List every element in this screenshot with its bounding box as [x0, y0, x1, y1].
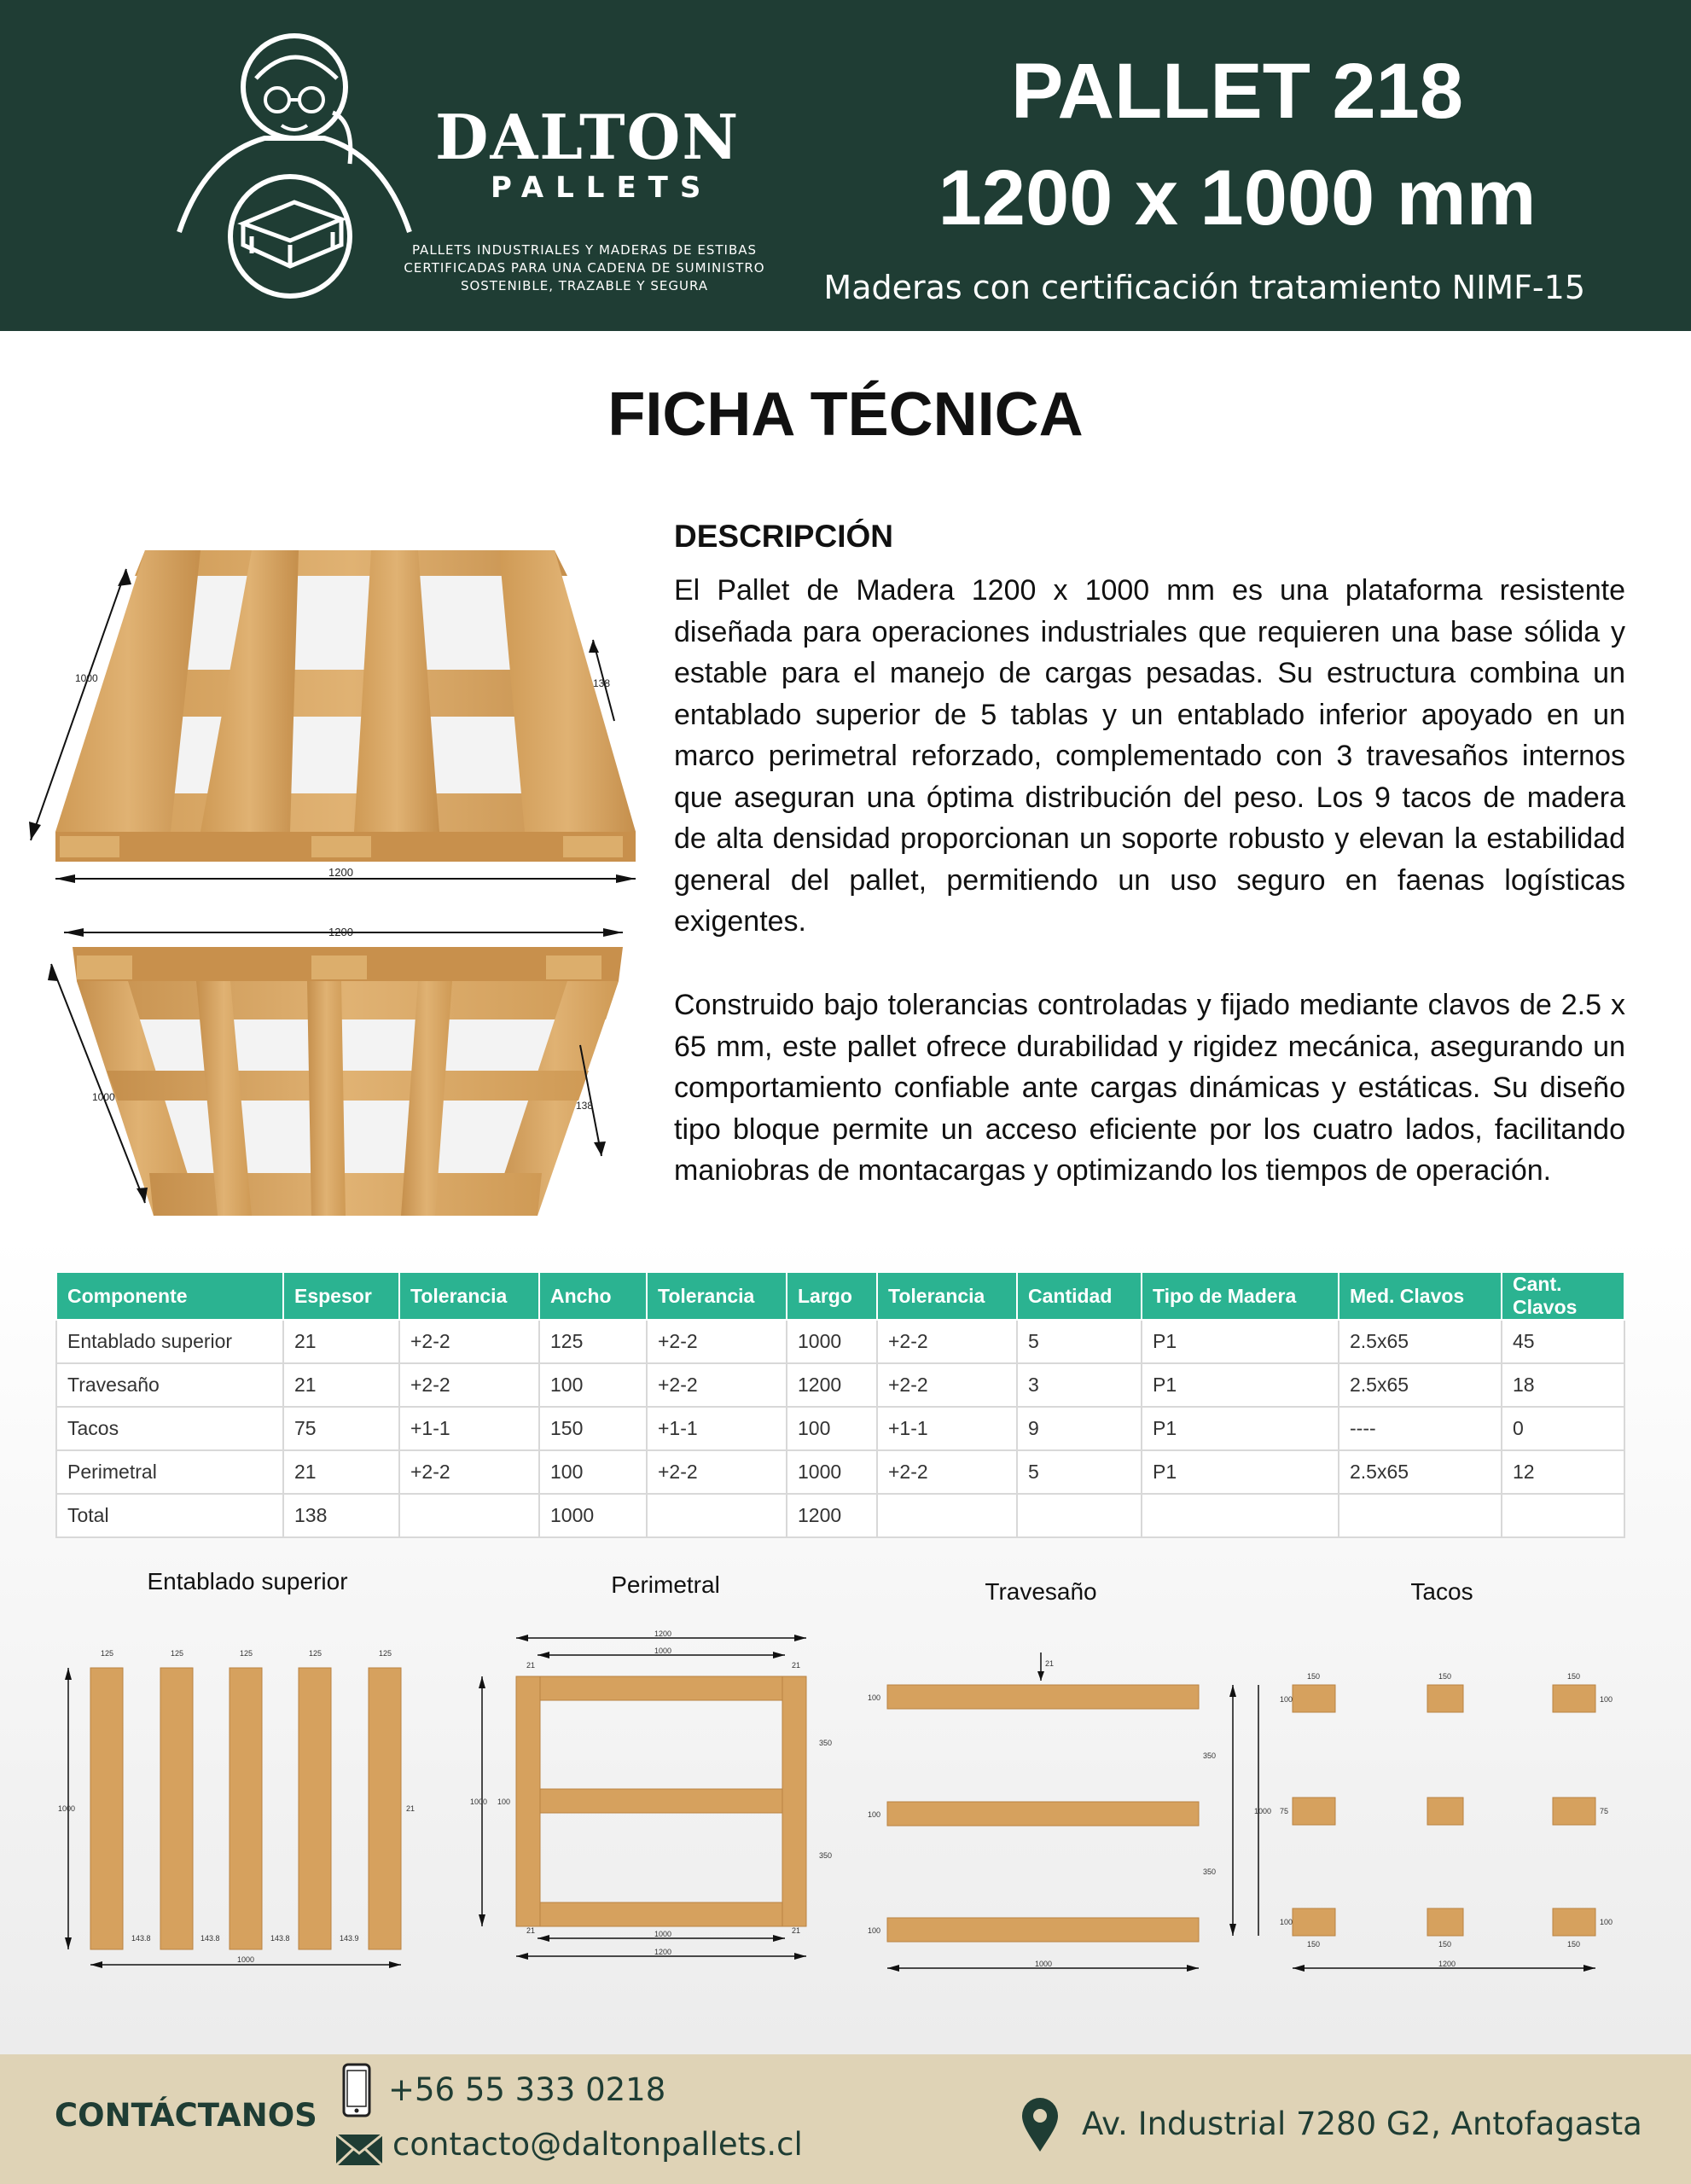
column-header: Cantidad [1017, 1272, 1142, 1320]
table-cell: 1200 [787, 1363, 877, 1407]
table-cell: 75 [283, 1407, 399, 1450]
travesano-drawing [857, 1651, 1233, 1979]
column-header: Componente [56, 1272, 283, 1320]
table-cell: 18 [1502, 1363, 1624, 1407]
width-label: 100 [868, 1810, 881, 1819]
table-cell: 150 [539, 1407, 647, 1450]
table-cell: P1 [1142, 1320, 1339, 1363]
table-cell [647, 1494, 787, 1537]
height-label: 1000 [470, 1798, 488, 1806]
table-cell: 9 [1017, 1407, 1142, 1450]
height-label: 1000 [1254, 1807, 1272, 1815]
inner-length-label: 1000 [654, 1647, 672, 1655]
column-header: Cant. Clavos [1502, 1272, 1624, 1320]
outer-length-label: 1200 [654, 1948, 672, 1956]
mail-icon [334, 2133, 384, 2167]
table-cell: +2-2 [399, 1320, 539, 1363]
location-pin-icon [1020, 2097, 1060, 2153]
gap-label: 143.8 [270, 1934, 290, 1943]
table-cell: 1000 [787, 1320, 877, 1363]
inner-length-label: 1000 [654, 1930, 672, 1938]
board-width-label: 125 [240, 1649, 253, 1658]
table-cell [399, 1494, 539, 1537]
table-cell: +2-2 [877, 1320, 1017, 1363]
table-cell [1502, 1494, 1624, 1537]
span-label: 350 [1203, 1867, 1217, 1876]
side-thickness-label: 21 [526, 1661, 536, 1670]
column-header: Tolerancia [877, 1272, 1017, 1320]
table-cell: 12 [1502, 1450, 1624, 1494]
length-label: 1200 [1438, 1960, 1456, 1968]
span-label: 350 [819, 1851, 833, 1860]
entablado-drawing [51, 1642, 427, 1979]
table-cell: 21 [283, 1450, 399, 1494]
product-dimensions: 1200 x 1000 mm [938, 154, 1537, 241]
table-cell: +1-1 [647, 1407, 787, 1450]
table-cell: Total [56, 1494, 283, 1537]
table-cell: +2-2 [399, 1450, 539, 1494]
board-thickness-label: 21 [406, 1804, 415, 1813]
gap-label: 143.9 [340, 1934, 359, 1943]
taco-depth-label: 100 [1600, 1918, 1613, 1926]
table-row [56, 1450, 1624, 1494]
board-width-label: 125 [379, 1649, 392, 1658]
taco-width-label: 150 [1307, 1940, 1321, 1949]
taco-depth-label: 100 [1280, 1695, 1293, 1704]
outer-length-label: 1200 [654, 1629, 672, 1638]
span-label: 350 [819, 1739, 833, 1747]
table-cell: 21 [283, 1320, 399, 1363]
table-cell: 2.5x65 [1339, 1320, 1502, 1363]
side-thickness-label: 21 [792, 1926, 801, 1935]
brand-tagline: PALLETS INDUSTRIALES Y MADERAS DE ESTIBAS CERTIFICADAS PARA UNA CADENA DE SUMINISTRO SOSTENIBLE, TRAZABLE Y SEGURA [404, 242, 765, 293]
table-cell: +2-2 [647, 1363, 787, 1407]
taco-thickness-label: 75 [1600, 1807, 1609, 1815]
gap-label: 143.8 [200, 1934, 220, 1943]
table-row [56, 1494, 1624, 1537]
table-cell: 100 [539, 1363, 647, 1407]
pallet-top-length-label: 1200 [328, 866, 353, 879]
board-width-label: 125 [309, 1649, 323, 1658]
table-cell: +2-2 [877, 1450, 1017, 1494]
taco-width-label: 150 [1307, 1672, 1321, 1681]
table-cell: P1 [1142, 1363, 1339, 1407]
width-label: 100 [868, 1693, 881, 1702]
table-cell: P1 [1142, 1450, 1339, 1494]
tacos-drawing [1220, 1664, 1621, 1979]
gap-label: 143.8 [131, 1934, 151, 1943]
taco-width-label: 150 [1438, 1672, 1452, 1681]
taco-width-label: 150 [1438, 1940, 1452, 1949]
table-cell: 100 [539, 1450, 647, 1494]
total-width-label: 1000 [237, 1955, 255, 1964]
table-cell: 125 [539, 1320, 647, 1363]
table-cell: +2-2 [647, 1320, 787, 1363]
table-cell [1339, 1494, 1502, 1537]
description-heading: DESCRIPCIÓN [674, 519, 893, 554]
brand-subtitle: PALLETS [491, 171, 713, 205]
description-paragraph: Construido bajo tolerancias controladas y fijado mediante clavos de 2.5 x 65 mm, este pallet ofrece durabilidad y rigidez mecánica, asegurando un comportamiento confiable ante cargas dinámicas y estáticas. Su diseño tipo bloque permite un acceso eficiente por los cuatro lados, facilitando maniobras de montacargas y optimizando los tiempos de operación. [674, 989, 1625, 1187]
pallet-bottom-height-label: 138 [576, 1100, 594, 1112]
length-label: 1000 [1035, 1960, 1053, 1968]
table-cell: Perimetral [56, 1450, 283, 1494]
member-width-label: 100 [497, 1798, 511, 1806]
taco-width-label: 150 [1567, 1940, 1581, 1949]
table-row [56, 1363, 1624, 1407]
taco-depth-label: 100 [1280, 1918, 1293, 1926]
column-header: Largo [787, 1272, 877, 1320]
certification-subtitle: Maderas con certificación tratamiento NIMF-15 [823, 269, 1585, 306]
table-cell [1142, 1494, 1339, 1537]
span-label: 350 [1203, 1751, 1217, 1760]
board-width-label: 125 [171, 1649, 184, 1658]
pallet-bottom-length-label: 1200 [328, 926, 353, 938]
table-cell: +1-1 [399, 1407, 539, 1450]
table-cell: Travesaño [56, 1363, 283, 1407]
table-cell: +1-1 [877, 1407, 1017, 1450]
table-cell: 0 [1502, 1407, 1624, 1450]
table-cell: Tacos [56, 1407, 283, 1450]
table-cell: ---- [1339, 1407, 1502, 1450]
taco-depth-label: 100 [1600, 1695, 1613, 1704]
description-paragraph: El Pallet de Madera 1200 x 1000 mm es una plataforma resistente diseñada para operaciones industriales que requieren una base sólida y estable para el manejo de cargas pesadas. Su estructura combina un entablado superior de 5 tablas y un entablado inferior apoyado en un marco perimetral reforzado, complementado con 3 travesaños internos que aseguran una óptima distribución del peso. Los 9 tacos de madera de alta densidad proporcionan un soporte robusto y elevan la estabilidad general del pallet, permitiendo un uso seguro en faenas logísticas exigentes. [674, 574, 1625, 938]
table-header-row [56, 1272, 1624, 1320]
table-cell: 1000 [787, 1450, 877, 1494]
side-thickness-label: 21 [526, 1926, 536, 1935]
pallet-top-height-label: 138 [593, 677, 611, 689]
spec-table [55, 1271, 1625, 1538]
phone-icon [341, 2063, 372, 2117]
column-header: Ancho [539, 1272, 647, 1320]
table-cell: 5 [1017, 1320, 1142, 1363]
table-cell: 5 [1017, 1450, 1142, 1494]
contact-heading: CONTÁCTANOS [55, 2097, 317, 2134]
column-header: Tipo de Madera [1142, 1272, 1339, 1320]
taco-thickness-label: 75 [1280, 1807, 1289, 1815]
board-length-label: 1000 [58, 1804, 76, 1813]
pallet-bottom-illustration [26, 917, 640, 1216]
table-cell: 100 [787, 1407, 877, 1450]
brand-name: DALTON [435, 101, 741, 173]
email-link[interactable]: contacto@daltonpallets.cl [392, 2126, 803, 2163]
figure-label-travesano: Travesaño [985, 1578, 1097, 1605]
phone-number[interactable]: +56 55 333 0218 [388, 2071, 666, 2108]
table-cell: 1200 [787, 1494, 877, 1537]
taco-width-label: 150 [1567, 1672, 1581, 1681]
table-row [56, 1320, 1624, 1363]
table-cell: 138 [283, 1494, 399, 1537]
pallet-top-illustration [26, 542, 640, 900]
product-title: PALLET 218 [1011, 48, 1463, 135]
address: Av. Industrial 7280 G2, Antofagasta [1082, 2106, 1642, 2142]
width-label: 100 [868, 1926, 881, 1935]
table-cell: 21 [283, 1363, 399, 1407]
table-cell: 2.5x65 [1339, 1363, 1502, 1407]
figure-label-tacos: Tacos [1410, 1578, 1473, 1605]
column-header: Tolerancia [647, 1272, 787, 1320]
table-cell: 45 [1502, 1320, 1624, 1363]
table-row [56, 1407, 1624, 1450]
pallet-bottom-width-label: 1000 [92, 1091, 115, 1103]
figure-label-perimetral: Perimetral [611, 1571, 720, 1598]
table-cell: 1000 [539, 1494, 647, 1537]
pallet-top-width-label: 1000 [75, 672, 98, 684]
column-header: Espesor [283, 1272, 399, 1320]
table-cell: P1 [1142, 1407, 1339, 1450]
table-cell: 3 [1017, 1363, 1142, 1407]
figure-label-entablado: Entablado superior [147, 1568, 348, 1594]
side-thickness-label: 21 [792, 1661, 801, 1670]
table-cell: +2-2 [877, 1363, 1017, 1407]
thickness-label: 21 [1045, 1659, 1055, 1668]
table-cell [1017, 1494, 1142, 1537]
sheet-title: FICHA TÉCNICA [607, 380, 1084, 449]
perimetral-drawing [465, 1629, 840, 1971]
column-header: Med. Clavos [1339, 1272, 1502, 1320]
column-header: Tolerancia [399, 1272, 539, 1320]
table-cell: 2.5x65 [1339, 1450, 1502, 1494]
table-cell: +2-2 [647, 1450, 787, 1494]
table-cell: +2-2 [399, 1363, 539, 1407]
table-cell [877, 1494, 1017, 1537]
board-width-label: 125 [101, 1649, 114, 1658]
table-cell: Entablado superior [56, 1320, 283, 1363]
